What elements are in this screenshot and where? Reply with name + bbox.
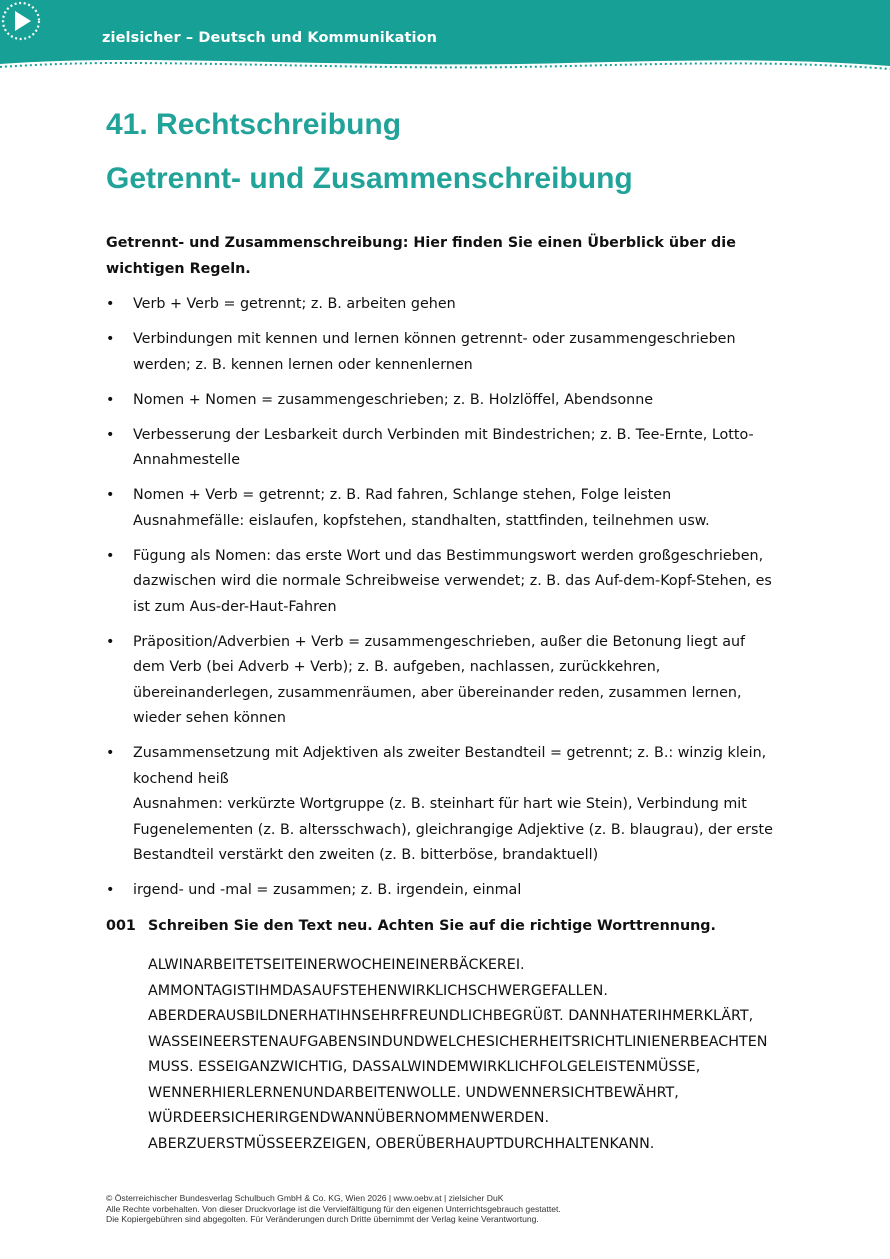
rule-line: kochend heiß (133, 770, 229, 787)
exercise-line: ABERZUERSTMÜSSEERZEIGEN, OBERÜBERHAUPTDURCHHALTENKANN. (148, 1135, 655, 1152)
rule-line: irgend- und -mal = zusammen; z. B. irgendein, einmal (133, 882, 522, 898)
rule-line: Nomen + Nomen = zusammengeschrieben; z. B. Holzlöffel, Abendsonne (133, 391, 654, 408)
rule-line: dem Verb (bei Adverb + Verb); z. B. aufgeben, nachlassen, zurückkehren, (133, 659, 661, 675)
bullet-icon: • (106, 487, 115, 503)
exercise-line: MUSS. ESSEIGANZWICHTIG, DASSALWINDEMWIRKLICHFOLGELEISTENMÜSSE, (148, 1059, 701, 1075)
rule-line: Fugenelementen (z. B. altersschwach), gleichrangige Adjektive (z. B. blaugrau), der erste (133, 821, 773, 838)
rule-item (106, 544, 796, 621)
bullet-icon: • (106, 882, 115, 898)
bullet-icon: • (106, 745, 115, 761)
rule-line: Verbesserung der Lesbarkeit durch Verbinden mit Bindestrichen; z. B. Tee-Ernte, Lotto- (133, 426, 754, 443)
bullet-icon: • (106, 296, 115, 312)
brand-name: zielsicher – Deutsch und Kommunikation (102, 30, 438, 46)
footer-line: © Österreichischer Bundesverlag Schulbuch GmbH & Co. KG, Wien 2026 | www.oebv.at | zielsicher DuK (106, 1193, 504, 1203)
task-heading (106, 914, 796, 940)
exercise-text (106, 953, 796, 1157)
rule-item (106, 327, 796, 378)
task-instruction: Schreiben Sie den Text neu. Achten Sie auf die richtige Worttrennung. (148, 917, 716, 934)
rule-line: ist zum Aus-der-Haut-Fahren (133, 598, 337, 615)
rule-item (106, 741, 796, 869)
main-content (106, 231, 796, 1157)
rule-line: Nomen + Verb = getrennt; z. B. Rad fahren, Schlange stehen, Folge leisten (133, 487, 672, 503)
rule-item (106, 878, 796, 904)
rule-line: Zusammensetzung mit Adjektiven als zweiter Bestandteil = getrennt; z. B.: winzig klein, (133, 745, 767, 761)
rule-line: werden; z. B. kennen lernen oder kennenlernen (133, 356, 473, 373)
rule-line: Präposition/Adverbien + Verb = zusammengeschrieben, außer die Betonung liegt auf (133, 633, 746, 650)
page-title: 41. Rechtschreibung (106, 108, 402, 141)
rules-list (106, 292, 796, 904)
rule-item (106, 483, 796, 534)
rule-item (106, 630, 796, 732)
rule-line: übereinanderlegen, zusammenräumen, aber übereinander reden, zusammen lernen, (133, 684, 742, 701)
rule-item (106, 388, 796, 414)
rule-line: Verb + Verb = getrennt; z. B. arbeiten gehen (133, 296, 456, 312)
page-subtitle: Getrennt- und Zusammenschreibung (106, 162, 633, 195)
bullet-icon: • (106, 547, 115, 564)
footer-copyright (106, 1193, 806, 1225)
rule-line: Ausnahmen: verkürzte Wortgruppe (z. B. steinhart für hart wie Stein), Verbindung mit (133, 796, 747, 812)
rule-item (106, 423, 796, 474)
rule-line: wieder sehen können (133, 710, 286, 726)
intro-text: Getrennt- und Zusammenschreibung: Hier finden Sie einen Überblick über die wichtigen Regeln. (106, 235, 736, 277)
footer-line: Alle Rechte vorbehalten. Von dieser Druckvorlage ist die Vervielfältigung für den eigenen Unterrichtsgebrauch gestattet. (106, 1203, 561, 1214)
bullet-icon: • (106, 633, 115, 650)
exercise-line: ABERDERAUSBILDNERHATIHNSEHRFREUNDLICHBEGRÜßT. DANNHATERIHMERKLÄRT, (148, 1008, 754, 1024)
rule-line: Verbindungen mit kennen und lernen können getrennt- oder zusammengeschrieben (133, 331, 736, 347)
rule-item (106, 292, 796, 318)
rule-line: dazwischen wird die normale Schreibweise verwendet; z. B. das Auf-dem-Kopf-Stehen, es (133, 573, 772, 589)
footer-line: Die Kopiergebühren sind abgegolten. Für Veränderungen durch Dritte übernimmt der Verlag keine Verantwortung. (106, 1214, 539, 1224)
exercise-line: AMMONTAGISTIHMDASAUFSTEHENWIRKLICHSCHWERGEFALLEN. (148, 982, 608, 999)
play-icon (0, 0, 42, 42)
rule-line: Annahmestelle (133, 452, 241, 468)
exercise-line: WASSEINEERSTENAUFGABENSINDUNDWELCHESICHERHEITSRICHTLINIENERBEACHTEN (148, 1033, 768, 1050)
bullet-icon: • (106, 331, 115, 347)
bullet-icon: • (106, 426, 115, 443)
exercise-line: WENNERHIERLERNENUNDARBEITENWOLLE. UNDWENNERSICHTBEWÄHRT, (148, 1084, 679, 1101)
rule-line: Fügung als Nomen: das erste Wort und das Bestimmungswort werden großgeschrieben, (133, 547, 764, 564)
task-number: 001 (106, 917, 136, 934)
exercise-line: ALWINARBEITETSEITEINERWOCHEINEINERBÄCKEREI. (148, 957, 525, 973)
exercise-line: WÜRDEERSICHERIRGENDWANNÜBERNOMMENWERDEN. (148, 1110, 549, 1126)
rule-line: Ausnahmefälle: eislaufen, kopfstehen, standhalten, stattfinden, teilnehmen usw. (133, 512, 710, 529)
rule-line: Bestandteil verstärkt den zweiten (z. B. bitterböse, brandaktuell) (133, 847, 599, 863)
header-banner (0, 0, 890, 80)
bullet-icon: • (106, 391, 115, 408)
